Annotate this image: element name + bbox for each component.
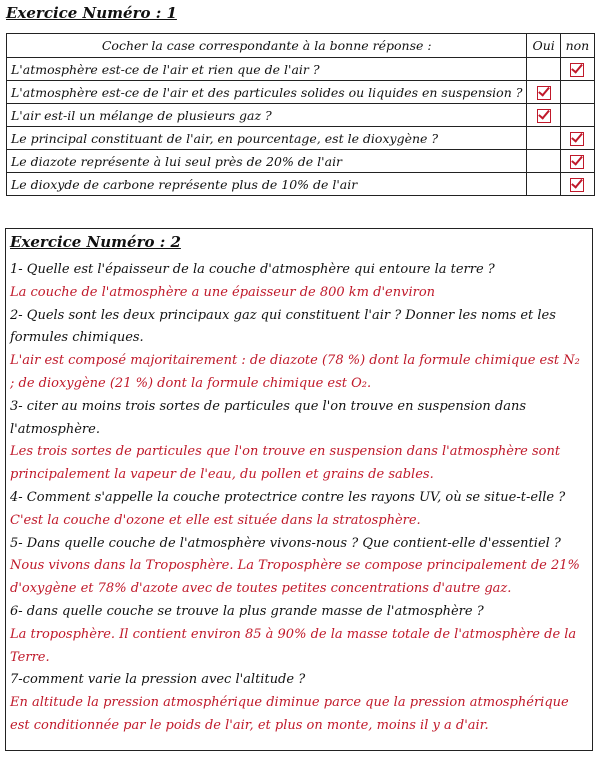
table-row <box>7 173 595 196</box>
checked-box-icon[interactable] <box>570 178 584 192</box>
table-row <box>7 150 595 173</box>
exercise-2-title: Exercice Numéro : 2 <box>10 233 181 251</box>
answer-2: L'air est composé majoritairement : de diazote (78 %) dont la formule chimique est N₂ ; de dioxygène (21 %) dont la formule chimique est O₂. <box>10 353 580 391</box>
statement-cell: Le dioxyde de carbone représente plus de 10% de l'air <box>7 173 527 196</box>
exercise-1-table <box>6 33 595 196</box>
checked-box-icon[interactable] <box>570 63 584 77</box>
statement-cell: L'atmosphère est-ce de l'air et rien que de l'air ? <box>7 58 527 81</box>
non-cell[interactable] <box>560 127 594 150</box>
statement-cell: Le diazote représente à lui seul près de 20% de l'air <box>7 150 527 173</box>
non-cell[interactable] <box>560 104 594 127</box>
question-2: 2- Quels sont les deux principaux gaz qui constituent l'air ? Donner les noms et les formules chimiques. <box>10 307 556 346</box>
table-row <box>7 58 595 81</box>
oui-cell[interactable] <box>527 150 560 173</box>
statement-cell: Le principal constituant de l'air, en pourcentage, est le dioxygène ? <box>7 127 527 150</box>
non-cell[interactable] <box>560 58 594 81</box>
non-header: non <box>560 34 594 58</box>
question-5: 5- Dans quelle couche de l'atmosphère vivons-nous ? Que contient-elle d'essentiel ? <box>10 535 561 551</box>
exercise-2-box <box>5 228 593 751</box>
statement-cell: L'air est-il un mélange de plusieurs gaz ? <box>7 104 527 127</box>
exercise-2-body <box>10 259 588 738</box>
checked-box-icon[interactable] <box>537 109 551 123</box>
non-cell[interactable] <box>560 150 594 173</box>
oui-cell[interactable] <box>527 127 560 150</box>
oui-cell[interactable] <box>527 104 560 127</box>
oui-cell[interactable] <box>527 81 560 104</box>
statement-cell: L'atmosphère est-ce de l'air et des particules solides ou liquides en suspension ? <box>7 81 527 104</box>
answer-6: La troposphère. Il contient environ 85 à 90% de la masse totale de l'atmosphère de la Terre. <box>10 626 577 665</box>
question-3: 3- citer au moins trois sortes de particules que l'on trouve en suspension dans l'atmosphère. <box>10 398 526 437</box>
table-row <box>7 104 595 127</box>
question-4: 4- Comment s'appelle la couche protectrice contre les rayons UV, où se situe-t-elle ? <box>10 489 566 505</box>
non-cell[interactable] <box>560 81 594 104</box>
checked-box-icon[interactable] <box>570 132 584 146</box>
exercise-1-rows <box>7 58 595 196</box>
oui-cell[interactable] <box>527 173 560 196</box>
oui-cell[interactable] <box>527 58 560 81</box>
non-cell[interactable] <box>560 173 594 196</box>
table-row <box>7 127 595 150</box>
oui-header: Oui <box>527 34 560 58</box>
checked-box-icon[interactable] <box>570 155 584 169</box>
answer-5: Nous vivons dans la Troposphère. La Troposphère se compose principalement de 21% d'oxygène et 78% d'azote avec de toutes petites concentrations d'autre gaz. <box>10 558 580 597</box>
answer-1: La couche de l'atmosphère a une épaisseur de 800 km d'environ <box>10 284 436 300</box>
question-6: 6- dans quelle couche se trouve la plus grande masse de l'atmosphère ? <box>10 603 484 619</box>
checked-box-icon[interactable] <box>537 86 551 100</box>
instruction-cell: Cocher la case correspondante à la bonne réponse : <box>7 34 527 58</box>
exercise-1-title: Exercice Numéro : 1 <box>6 4 177 22</box>
question-1: 1- Quelle est l'épaisseur de la couche d'atmosphère qui entoure la terre ? <box>10 262 495 277</box>
answer-3: Les trois sortes de particules que l'on trouve en suspension dans l'atmosphère sont principalement la vapeur de l'eau, du pollen et grains de sables. <box>10 444 561 483</box>
table-header-row <box>7 34 595 58</box>
answer-7: En altitude la pression atmosphérique diminue parce que la pression atmosphérique est conditionnée par le poids de l'air, et plus on monte, moins il y a d'air. <box>10 695 569 733</box>
question-7: 7-comment varie la pression avec l'altitude ? <box>10 672 306 688</box>
answer-4: C'est la couche d'ozone et elle est située dans la stratosphère. <box>10 512 421 528</box>
table-row <box>7 81 595 104</box>
